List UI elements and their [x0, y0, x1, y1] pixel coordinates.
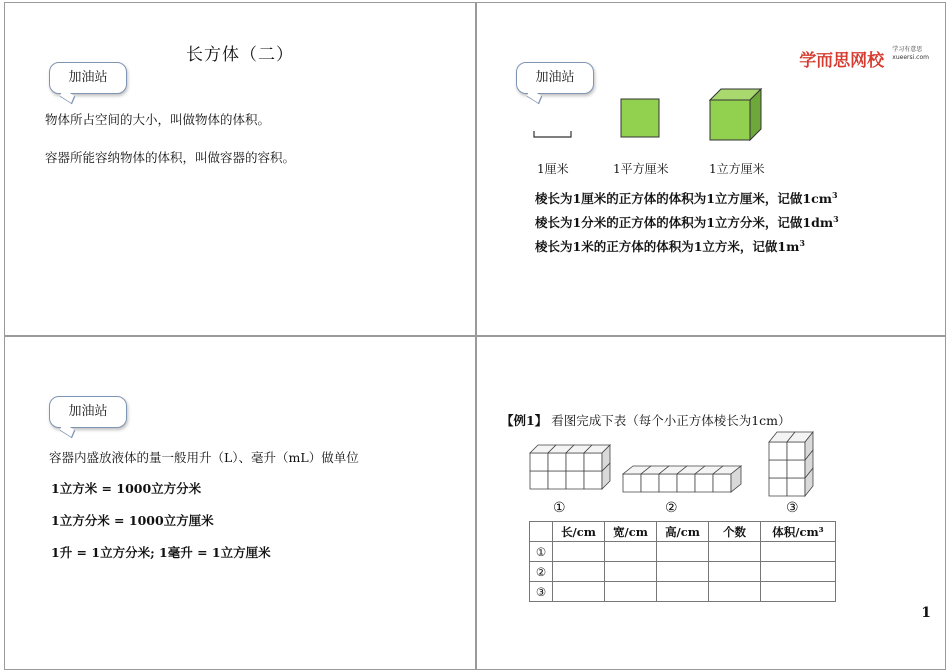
unit-cube-face: [623, 474, 641, 492]
unit-cube-face: [530, 453, 548, 471]
unit-cube-face: [530, 471, 548, 489]
unit-cube-face: [713, 474, 731, 492]
table-header: [530, 522, 553, 542]
table-header: 个数: [709, 522, 761, 542]
label-cm3: 1立方厘米: [709, 162, 765, 176]
answer-cell[interactable]: [709, 542, 761, 562]
row-label: ③: [530, 582, 553, 602]
table-row: [530, 582, 836, 602]
unit-cube-face: [769, 478, 787, 496]
slide-top-left: [4, 2, 476, 336]
unit-cube-face: [787, 442, 805, 460]
row-label: ②: [530, 562, 553, 582]
answer-cell[interactable]: [761, 542, 836, 562]
answer-cell[interactable]: [605, 582, 657, 602]
example-text: 看图完成下表（每个小正方体棱长为1cm）: [551, 413, 791, 428]
slide-bottom-right: [476, 336, 946, 670]
unit-cube-face: [566, 453, 584, 471]
table-header: 高/cm: [657, 522, 709, 542]
centimeter-segment: [534, 131, 571, 137]
answer-cell[interactable]: [553, 582, 605, 602]
unit-cube-face: [787, 460, 805, 478]
tip-bubble: 加油站: [49, 62, 127, 94]
answer-cell[interactable]: [709, 562, 761, 582]
unit-cube-face: [584, 453, 602, 471]
liquid-unit-intro: 容器内盛放液体的量一般用升（L）、毫升（mL）做单位: [49, 450, 359, 465]
unit-cube-face: [695, 474, 713, 492]
row-label: ①: [530, 542, 553, 562]
volume-table: [529, 521, 836, 602]
figure-label-3: ③: [786, 500, 799, 516]
answer-cell[interactable]: [553, 542, 605, 562]
logo-slogan: 学习有意思: [892, 46, 923, 53]
rule-cubic-dm: 棱长为1分米的正方体的体积为1立方分米，记做$1dm^3$: [535, 213, 839, 230]
cubic-centimeter-cube: [710, 89, 761, 140]
rule-cubic-m: 棱长为1米的正方体的体积为1立方米，记做$1m^3$: [535, 237, 805, 254]
answer-cell[interactable]: [709, 582, 761, 602]
rule-cubic-cm: 棱长为1厘米的正方体的体积为1立方厘米，记做$1cm^3$: [535, 189, 838, 206]
example-label: 【例1】: [501, 413, 548, 428]
label-cm: 1厘米: [537, 162, 569, 176]
unit-cube-face: [659, 474, 677, 492]
unit-cube-face: [677, 474, 695, 492]
answer-cell[interactable]: [761, 582, 836, 602]
answer-cell[interactable]: [605, 562, 657, 582]
unit-cube-face: [566, 471, 584, 489]
unit-cube-face: [641, 474, 659, 492]
figure-3-blocks: [769, 432, 813, 496]
slide-top-right: [476, 2, 946, 336]
unit-cube-face: [769, 442, 787, 460]
cube-figures: [477, 337, 947, 517]
capacity-definition: 容器所能容纳物体的体积，叫做容器的容积。: [45, 150, 296, 165]
unit-cube-face: [548, 453, 566, 471]
answer-cell[interactable]: [657, 542, 709, 562]
figure-label-2: ②: [665, 500, 678, 516]
answer-cell[interactable]: [657, 582, 709, 602]
square-centimeter-square: [621, 99, 659, 137]
label-cm2: 1平方厘米: [613, 162, 669, 176]
answer-cell[interactable]: [761, 562, 836, 582]
answer-cell[interactable]: [605, 542, 657, 562]
table-header: 长/cm: [553, 522, 605, 542]
slide-title: 长方体（二）: [186, 45, 294, 65]
table-header: 体积/cm³: [761, 522, 836, 542]
logo-domain: xueersi.com: [892, 54, 929, 61]
tip-bubble: 加油站: [516, 62, 594, 94]
logo-text: 学而思网校: [799, 51, 885, 71]
conversion-dm3-cm3: 1立方分米 = 1000立方厘米: [51, 513, 214, 528]
table-header: 宽/cm: [605, 522, 657, 542]
tip-bubble: 加油站: [49, 396, 127, 428]
slide-bottom-left: [4, 336, 476, 670]
figure-1-blocks: [530, 445, 610, 489]
figure-label-1: ①: [553, 500, 566, 516]
unit-illustrations: [477, 3, 947, 183]
conversion-m3-dm3: 1立方米 = 1000立方分米: [51, 481, 202, 496]
table-row: [530, 542, 836, 562]
unit-cube-face: [548, 471, 566, 489]
answer-cell[interactable]: [657, 562, 709, 582]
volume-definition: 物体所占空间的大小，叫做物体的体积。: [45, 112, 271, 127]
answer-cell[interactable]: [553, 562, 605, 582]
figure-2-blocks: [623, 466, 741, 492]
table-header-row: [530, 522, 836, 542]
unit-cube-face: [584, 471, 602, 489]
unit-cube-face: [769, 460, 787, 478]
page-number: 1: [921, 605, 931, 621]
unit-cube-face: [787, 478, 805, 496]
table-row: [530, 562, 836, 582]
conversion-liter-ml: 1升 = 1立方分米; 1毫升 = 1立方厘米: [51, 545, 271, 560]
